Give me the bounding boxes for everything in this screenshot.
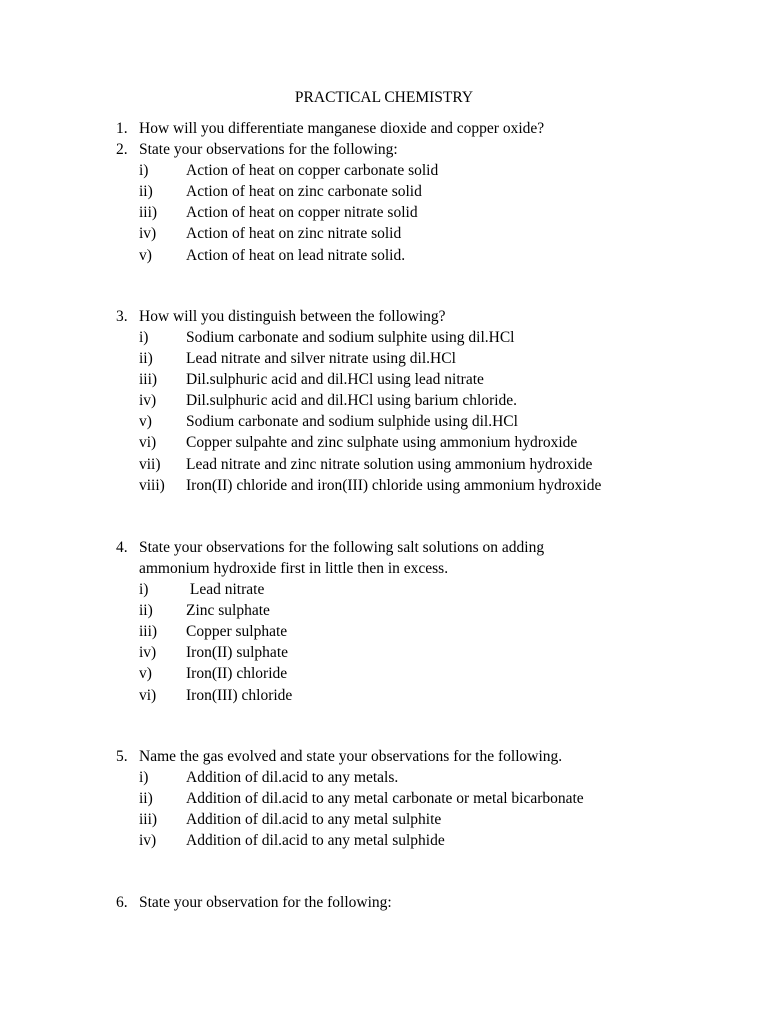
item-text: Copper sulpahte and zinc sulphate using ammonium hydroxide bbox=[186, 434, 578, 451]
item-number: v) bbox=[139, 247, 152, 264]
item-text: Iron(II) chloride bbox=[186, 665, 288, 682]
item-number: v) bbox=[139, 413, 152, 430]
item-number: iv) bbox=[139, 392, 157, 409]
question-number: 5. bbox=[116, 748, 128, 765]
item-number: iv) bbox=[139, 644, 157, 661]
item-number: iii) bbox=[139, 204, 158, 221]
item-text: Dil.sulphuric acid and dil.HCl using barium chloride. bbox=[186, 392, 518, 409]
question-text: How will you distinguish between the following? bbox=[139, 308, 446, 325]
item-number: iv) bbox=[139, 225, 157, 242]
item-text: Sodium carbonate and sodium sulphite using dil.HCl bbox=[186, 329, 515, 346]
item-text: Lead nitrate and silver nitrate using dil.HCl bbox=[186, 350, 456, 367]
item-number: iii) bbox=[139, 811, 158, 828]
item-number: iv) bbox=[139, 832, 157, 849]
item-text: Action of heat on lead nitrate solid. bbox=[186, 247, 406, 264]
item-text: Action of heat on copper carbonate solid bbox=[186, 162, 439, 179]
item-number: ii) bbox=[139, 350, 153, 367]
question-text: State your observations for the following salt solutions on adding bbox=[139, 539, 545, 556]
page-title: PRACTICAL CHEMISTRY bbox=[294, 89, 474, 106]
question-number: 1. bbox=[116, 120, 128, 137]
question-text: ammonium hydroxide first in little then in excess. bbox=[139, 560, 449, 577]
question-number: 6. bbox=[116, 894, 128, 911]
item-number: v) bbox=[139, 665, 152, 682]
item-text: Action of heat on copper nitrate solid bbox=[186, 204, 418, 221]
item-number: vi) bbox=[139, 434, 157, 451]
item-text: Addition of dil.acid to any metal sulphide bbox=[186, 832, 445, 849]
item-number: i) bbox=[139, 769, 149, 786]
question-number: 2. bbox=[116, 141, 128, 158]
question-text: Name the gas evolved and state your observations for the following. bbox=[139, 748, 563, 765]
question-number: 3. bbox=[116, 308, 128, 325]
item-text: Action of heat on zinc nitrate solid bbox=[186, 225, 402, 242]
item-number: vii) bbox=[139, 456, 161, 473]
item-number: ii) bbox=[139, 183, 153, 200]
item-text: Iron(III) chloride bbox=[186, 687, 293, 704]
item-text: Iron(II) chloride and iron(III) chloride using ammonium hydroxide bbox=[186, 477, 602, 494]
item-number: i) bbox=[139, 581, 149, 598]
item-text: Lead nitrate bbox=[186, 581, 265, 598]
item-text: Sodium carbonate and sodium sulphide using dil.HCl bbox=[186, 413, 518, 430]
item-text: Copper sulphate bbox=[186, 623, 288, 640]
item-text: Iron(II) sulphate bbox=[186, 644, 288, 661]
item-number: i) bbox=[139, 162, 149, 179]
item-number: ii) bbox=[139, 790, 153, 807]
item-number: i) bbox=[139, 329, 149, 346]
item-number: viii) bbox=[139, 477, 165, 494]
item-text: Zinc sulphate bbox=[186, 602, 270, 619]
item-text: Addition of dil.acid to any metal carbonate or metal bicarbonate bbox=[186, 790, 584, 807]
item-text: Dil.sulphuric acid and dil.HCl using lead nitrate bbox=[186, 371, 484, 388]
item-text: Addition of dil.acid to any metals. bbox=[186, 769, 399, 786]
question-text: State your observation for the following: bbox=[139, 894, 392, 911]
question-text: State your observations for the following: bbox=[139, 141, 398, 158]
item-number: ii) bbox=[139, 602, 153, 619]
item-text: Lead nitrate and zinc nitrate solution using ammonium hydroxide bbox=[186, 456, 593, 473]
item-number: vi) bbox=[139, 687, 157, 704]
item-number: iii) bbox=[139, 623, 158, 640]
item-number: iii) bbox=[139, 371, 158, 388]
item-text: Action of heat on zinc carbonate solid bbox=[186, 183, 422, 200]
question-number: 4. bbox=[116, 539, 128, 556]
item-text: Addition of dil.acid to any metal sulphite bbox=[186, 811, 442, 828]
question-text: How will you differentiate manganese dioxide and copper oxide? bbox=[139, 120, 545, 137]
